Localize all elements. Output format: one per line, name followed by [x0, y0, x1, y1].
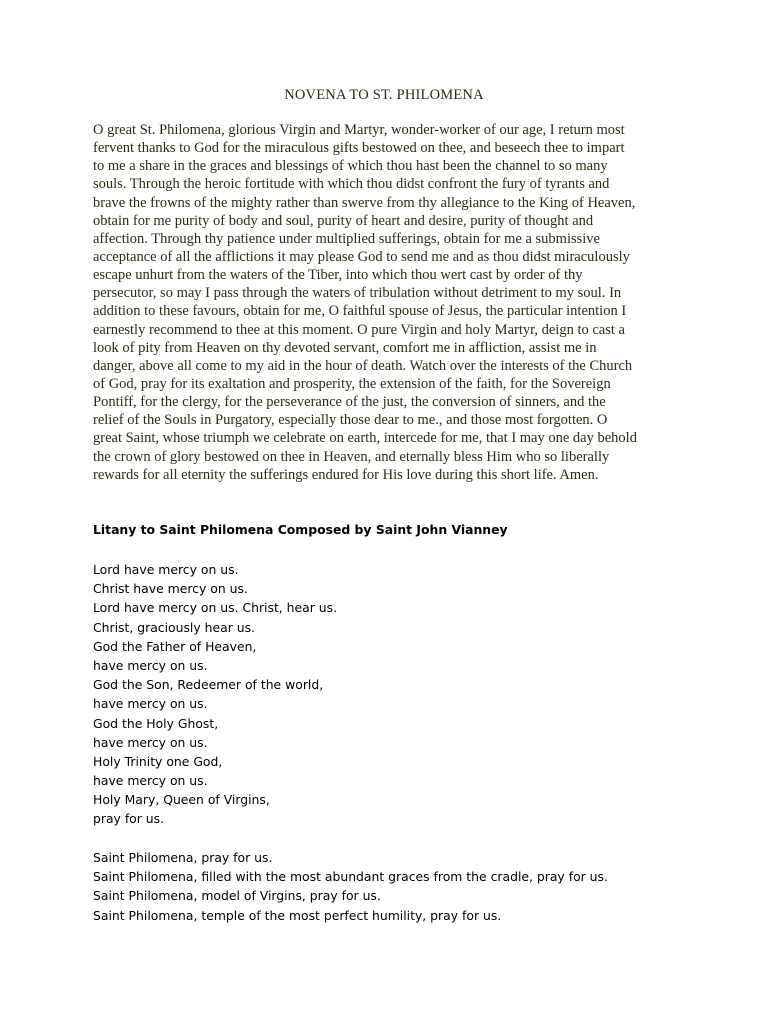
prayer-line: relief of the Souls in Purgatory, especially those dear to me., and those most forgotten. O: [93, 412, 608, 429]
litany-heading: Litany to Saint Philomena Composed by Saint John Vianney: [93, 522, 508, 537]
prayer-line: brave the frowns of the mighty rather than swerve from thy allegiance to the King of Heaven,: [93, 194, 636, 211]
litany-line: Lord have mercy on us.: [93, 562, 239, 577]
prayer-line: fervent thanks to God for the miraculous gifts bestowed on thee, and beseech thee to impart: [93, 140, 625, 157]
litany-line: God the Son, Redeemer of the world,: [93, 677, 324, 693]
prayer-line: addition to these favours, obtain for me, O faithful spouse of Jesus, the particular intention I: [93, 303, 627, 320]
prayer-line: affection. Through thy patience under multiplied sufferings, obtain for me a submissive: [93, 230, 600, 247]
litany-line: have mercy on us.: [93, 657, 208, 673]
litany-line: Saint Philomena, pray for us.: [93, 850, 273, 865]
litany-line: Saint Philomena, filled with the most abundant graces from the cradle, pray for us.: [93, 869, 608, 885]
prayer-line: danger, above all come to my aid in the hour of death. Watch over the interests of the Church: [93, 357, 633, 374]
litany-line: pray for us.: [93, 811, 165, 827]
litany-line: Lord have mercy on us. Christ, hear us.: [93, 600, 338, 616]
prayer-line: Pontiff, for the clergy, for the perseverance of the just, the conversion of sinners, and the: [93, 394, 606, 411]
litany-line: God the Father of Heaven,: [93, 638, 257, 654]
litany-line: Saint Philomena, model of Virgins, pray for us.: [93, 888, 381, 904]
litany-line: God the Holy Ghost,: [93, 715, 219, 731]
prayer-line: souls. Through the heroic fortitude with which thou didst confront the fury of tyrants and: [93, 176, 610, 193]
litany-line: Holy Trinity one God,: [93, 753, 223, 769]
prayer-line: rewards for all eternity the sufferings endured for His love during this short life. Amen.: [93, 466, 599, 483]
litany-line: have mercy on us.: [93, 734, 208, 750]
litany-line: Saint Philomena, temple of the most perfect humility, pray for us.: [93, 907, 502, 923]
litany-line: have mercy on us.: [93, 696, 208, 712]
litany-invocations: [93, 560, 337, 829]
prayer-line: look of pity from Heaven on thy devoted servant, comfort me in affliction, assist me in: [93, 339, 597, 356]
litany-line: Christ have mercy on us.: [93, 581, 248, 597]
litany-line: have mercy on us.: [93, 773, 208, 789]
prayer-line: to me a share in the graces and blessings of which thou hast been the channel to so many: [93, 158, 608, 175]
prayer-line: great Saint, whose triumph we celebrate on earth, intercede for me, that I may one day behold: [93, 430, 637, 447]
prayer-line: earnestly recommend to thee at this moment. O pure Virgin and holy Martyr, deign to cast a: [93, 321, 625, 338]
litany-line: Christ, graciously hear us.: [93, 619, 255, 635]
prayer-line: obtain for me purity of body and soul, purity of heart and desire, purity of thought and: [93, 212, 594, 229]
prayer-line: persecutor, so may I pass through the waters of tribulation without detriment to my soul. In: [93, 285, 622, 302]
litany-line: Holy Mary, Queen of Virgins,: [93, 792, 270, 808]
prayer-line: the crown of glory bestowed on thee in Heaven, and eternally bless Him who so liberally: [93, 448, 610, 465]
prayer-line: of God, pray for its exaltation and prosperity, the extension of the faith, for the Sovereign: [93, 375, 611, 392]
litany-philomena-invocations: [93, 848, 608, 925]
novena-title: NOVENA TO ST. PHILOMENA: [284, 87, 484, 103]
prayer-line: O great St. Philomena, glorious Virgin and Martyr, wonder-worker of our age, I return most: [93, 122, 625, 138]
novena-prayer: [93, 121, 683, 484]
prayer-line: acceptance of all the afflictions it may please God to send me and as thou didst miraculously: [93, 248, 630, 265]
prayer-line: escape unhurt from the waters of the Tiber, into which thou wert cast by order of thy: [93, 267, 583, 284]
